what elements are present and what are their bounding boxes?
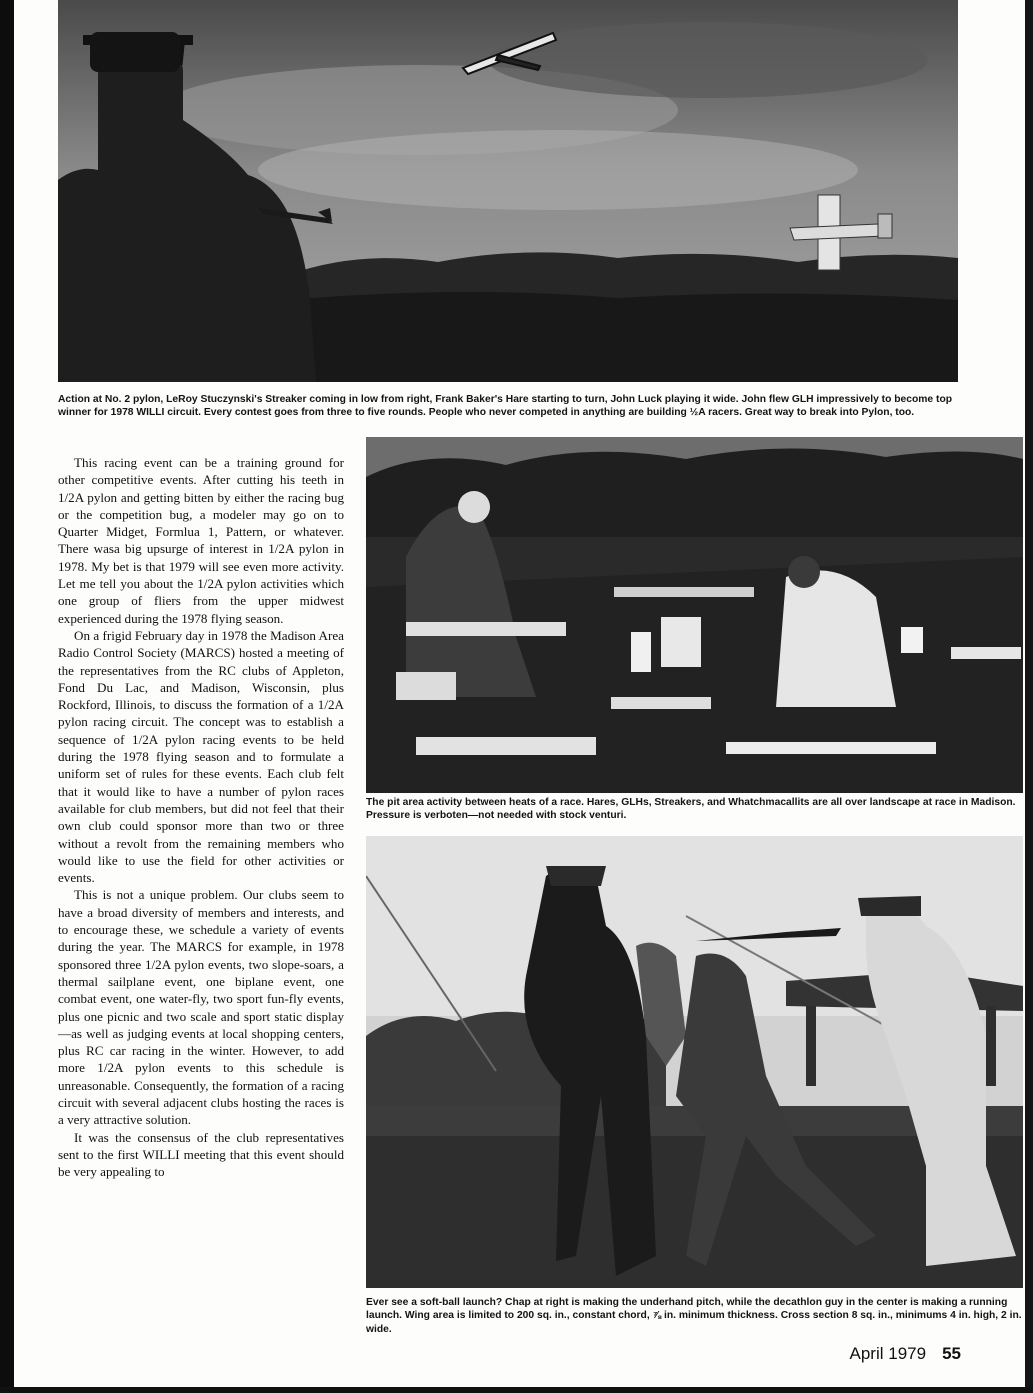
launch-photo (366, 836, 1023, 1288)
pit-area-photo (366, 437, 1023, 793)
launch-caption: Ever see a soft-ball launch? Chap at right is making the underhand pitch, while the decathlon guy in the center is making a running launch. Wing area is limited to 200 sq. in., constant chord, ⅞ in. minimum thickness. Cross section 8 sq. in., minimums 4 in. high, 2 in. wide. (366, 1297, 1022, 1335)
article-paragraph: This is not a unique problem. Our clubs seem to have a broad diversity of members and interests, and to encourage these, we schedule a variety of events during the year. The MARCS for example, in 1978 sponsored three 1/2A pylon events, two slope-soars, a thermal sailplane event, one biplane event, one combat event, one water-fly, two sport fun-fly events, plus one picnic and two scale and sport static display—as well as judging events at local shopping centers, plus RC car racing in the winter. However, to add more 1/2A pylon events to this schedule is unreasonable. Consequently, the formation of a racing circuit with several adjacent clubs hosting the races is a very attractive solution. (58, 887, 344, 1128)
pylon-race-photo (58, 0, 958, 382)
scan-edge-right (1025, 0, 1033, 1393)
article-body (58, 454, 344, 1180)
issue-date: April 1979 (849, 1344, 927, 1363)
pylon-race-caption: Action at No. 2 pylon, LeRoy Stuczynski's Streaker coming in low from right, Frank Baker's Hare starting to turn, John Luck playing it wide. John flew GLH impressively to become top winner for 1978 WILLI circuit. Every contest goes from three to five rounds. People who never competed in anything are building ½A racers. Great way to break into Pylon, too. (58, 394, 953, 419)
pit-area-caption: The pit area activity between heats of a race. Hares, GLHs, Streakers, and Whatchmacallits are all over landscape at race in Madison. Pressure is verboten—not needed with stock venturi. (366, 797, 1016, 822)
article-paragraph: It was the consensus of the club representatives sent to the first WILLI meeting that this event should be very appealing to (58, 1129, 344, 1180)
scan-edge-left (0, 0, 14, 1393)
scan-edge-bottom (0, 1387, 1033, 1393)
page-footer (850, 1344, 961, 1364)
page-number: 55 (942, 1344, 961, 1363)
article-paragraph: On a frigid February day in 1978 the Madison Area Radio Control Society (MARCS) hosted a meeting of the representatives from the RC clubs of Appleton, Fond Du Lac, and Madison, Wisconsin, plus Rockford, Illinois, to discuss the formation of a 1/2A pylon racing circuit. The concept was to establish a sequence of 1/2A pylon racing events to be held during the 1978 flying season and to formulate a uniform set of rules for these events. Each club felt that it would like to have a number of pylon races available for club members, but did not feel that their own club could sponsor more than two or three without a revolt from the remaining members who would like to use the field for other activities or events. (58, 627, 344, 886)
article-paragraph: This racing event can be a training ground for other competitive events. After cutting his teeth in 1/2A pylon and getting bitten by either the racing bug or the competition bug, a modeler may go on to Quarter Midget, Formlua 1, Pattern, or whatever. There wasa big upsurge of interest in 1/2A pylon in 1978. My bet is that 1979 will see even more activity. Let me tell you about the 1/2A pylon activities which one group of fliers from the upper midwest experienced during the 1978 flying season. (58, 455, 344, 626)
